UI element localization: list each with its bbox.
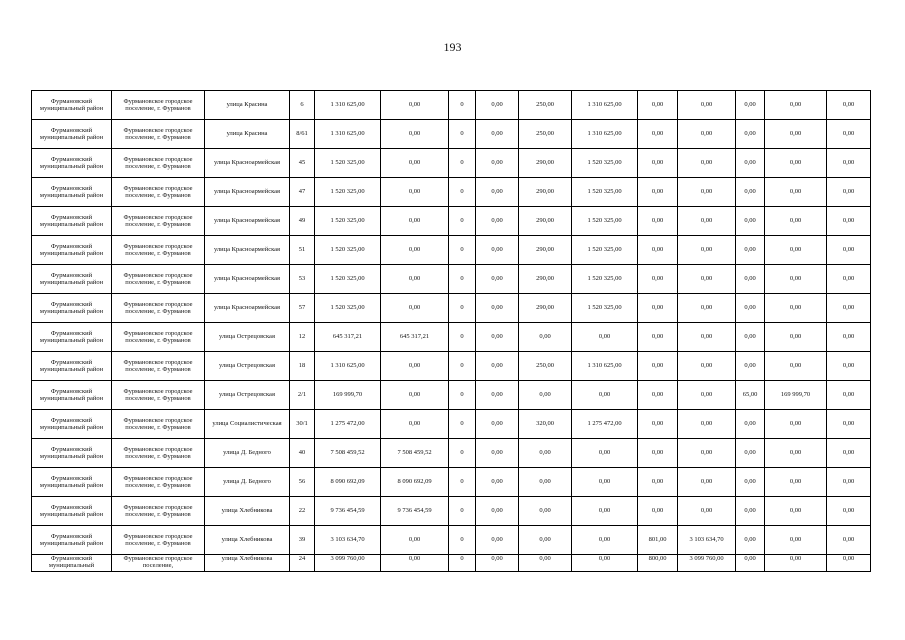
cell-area-c: 290,00 <box>519 178 572 207</box>
cell-district: Фурмановский муниципальный район <box>32 468 112 497</box>
cell-cost-a: 0,00 <box>381 352 449 381</box>
cell-district: Фурмановский муниципальный район <box>32 410 112 439</box>
cell-cost-b: 0,00 <box>476 352 519 381</box>
cell-cost-c: 1 310 625,00 <box>572 352 638 381</box>
cell-cost-f: 0,00 <box>827 352 871 381</box>
cell-cost-f: 0,00 <box>827 526 871 555</box>
cell-area-c: 0,00 <box>519 439 572 468</box>
table-row <box>32 323 871 352</box>
table-row <box>32 207 871 236</box>
cell-house-number: 6 <box>290 91 315 120</box>
cell-street: улица Красина <box>205 120 290 149</box>
cell-district: Фурмановский муниципальный район <box>32 323 112 352</box>
cell-cost-a: 0,00 <box>381 410 449 439</box>
cell-cost-a: 0,00 <box>381 236 449 265</box>
cell-settlement: Фурмановское городское поселение, г. Фурманов <box>112 323 205 352</box>
cell-cost-e: 0,00 <box>765 294 827 323</box>
cell-street: улица Хлебникова <box>205 555 290 572</box>
cell-settlement: Фурмановское городское поселение, г. Фурманов <box>112 468 205 497</box>
cell-cost-b: 0,00 <box>476 265 519 294</box>
cell-cost-b: 0,00 <box>476 207 519 236</box>
cell-count-a: 0 <box>449 265 476 294</box>
cell-cost-c: 0,00 <box>572 555 638 572</box>
cell-cost-d: 0,00 <box>678 207 736 236</box>
cell-district: Фурмановский муниципальный район <box>32 265 112 294</box>
table-row <box>32 294 871 323</box>
cell-count-a: 0 <box>449 120 476 149</box>
cell-cost-e: 0,00 <box>765 178 827 207</box>
cell-street: улица Острецовская <box>205 352 290 381</box>
cell-area-e: 0,00 <box>736 439 765 468</box>
cell-district: Фурмановский муниципальный район <box>32 294 112 323</box>
cell-district: Фурмановский муниципальный район <box>32 352 112 381</box>
cell-area-e: 0,00 <box>736 468 765 497</box>
cell-total-cost: 1 520 325,00 <box>315 149 381 178</box>
cell-street: улица Хлебникова <box>205 526 290 555</box>
cell-house-number: 2/1 <box>290 381 315 410</box>
cell-street: улица Красина <box>205 91 290 120</box>
cell-district: Фурмановский муниципальный район <box>32 91 112 120</box>
cell-cost-e: 0,00 <box>765 149 827 178</box>
cell-settlement: Фурмановское городское поселение, г. Фурманов <box>112 381 205 410</box>
cell-area-e: 0,00 <box>736 526 765 555</box>
cell-district: Фурмановский муниципальный район <box>32 497 112 526</box>
cell-cost-d: 0,00 <box>678 236 736 265</box>
cell-settlement: Фурмановское городское поселение, г. Фурманов <box>112 410 205 439</box>
cell-cost-f: 0,00 <box>827 381 871 410</box>
cell-area-c: 0,00 <box>519 526 572 555</box>
cell-cost-e: 0,00 <box>765 323 827 352</box>
cell-street: улица Д. Бедного <box>205 468 290 497</box>
cell-settlement: Фурмановское городское поселение, г. Фурманов <box>112 439 205 468</box>
cell-cost-d: 0,00 <box>678 91 736 120</box>
cell-cost-e: 0,00 <box>765 236 827 265</box>
cell-total-cost: 1 520 325,00 <box>315 294 381 323</box>
cell-cost-a: 0,00 <box>381 265 449 294</box>
cell-cost-f: 0,00 <box>827 207 871 236</box>
cell-settlement: Фурмановское городское поселение, г. Фурманов <box>112 91 205 120</box>
cell-cost-a: 0,00 <box>381 294 449 323</box>
cell-settlement: Фурмановское городское поселение, <box>112 555 205 572</box>
cell-area-e: 0,00 <box>736 497 765 526</box>
cell-house-number: 45 <box>290 149 315 178</box>
cell-cost-f: 0,00 <box>827 468 871 497</box>
table-row <box>32 439 871 468</box>
cell-house-number: 51 <box>290 236 315 265</box>
cell-cost-c: 1 520 325,00 <box>572 207 638 236</box>
cell-area-c: 0,00 <box>519 468 572 497</box>
cell-area-c: 290,00 <box>519 294 572 323</box>
cell-cost-e: 0,00 <box>765 497 827 526</box>
cell-cost-a: 8 090 692,09 <box>381 468 449 497</box>
cell-settlement: Фурмановское городское поселение, г. Фурманов <box>112 149 205 178</box>
cell-area-d: 0,00 <box>638 352 678 381</box>
cell-cost-e: 0,00 <box>765 410 827 439</box>
cell-cost-a: 9 736 454,59 <box>381 497 449 526</box>
cell-count-a: 0 <box>449 149 476 178</box>
table-row <box>32 555 871 572</box>
cell-area-c: 320,00 <box>519 410 572 439</box>
cell-area-c: 250,00 <box>519 352 572 381</box>
cell-total-cost: 1 310 625,00 <box>315 120 381 149</box>
cell-area-c: 250,00 <box>519 120 572 149</box>
cell-cost-b: 0,00 <box>476 497 519 526</box>
cell-cost-d: 0,00 <box>678 352 736 381</box>
table-row <box>32 178 871 207</box>
cell-area-d: 800,00 <box>638 555 678 572</box>
table-row <box>32 149 871 178</box>
cell-count-a: 0 <box>449 410 476 439</box>
cell-count-a: 0 <box>449 555 476 572</box>
cell-area-e: 0,00 <box>736 555 765 572</box>
table-row <box>32 468 871 497</box>
cell-total-cost: 9 736 454,59 <box>315 497 381 526</box>
cell-cost-d: 3 099 760,00 <box>678 555 736 572</box>
cell-cost-b: 0,00 <box>476 410 519 439</box>
cell-settlement: Фурмановское городское поселение, г. Фурманов <box>112 294 205 323</box>
cell-area-d: 0,00 <box>638 207 678 236</box>
cell-cost-a: 0,00 <box>381 149 449 178</box>
cell-area-c: 290,00 <box>519 265 572 294</box>
cell-district: Фурмановский муниципальный район <box>32 120 112 149</box>
cell-area-c: 290,00 <box>519 207 572 236</box>
cell-area-d: 0,00 <box>638 381 678 410</box>
cell-area-d: 0,00 <box>638 439 678 468</box>
cell-count-a: 0 <box>449 468 476 497</box>
cell-total-cost: 3 099 760,00 <box>315 555 381 572</box>
cell-cost-d: 0,00 <box>678 294 736 323</box>
cell-cost-c: 1 520 325,00 <box>572 236 638 265</box>
cell-area-e: 0,00 <box>736 91 765 120</box>
cell-cost-e: 169 999,70 <box>765 381 827 410</box>
cell-total-cost: 645 317,21 <box>315 323 381 352</box>
cell-cost-d: 0,00 <box>678 323 736 352</box>
cell-cost-e: 0,00 <box>765 120 827 149</box>
cell-cost-b: 0,00 <box>476 149 519 178</box>
table-row <box>32 91 871 120</box>
cell-area-e: 0,00 <box>736 149 765 178</box>
cell-area-d: 0,00 <box>638 497 678 526</box>
cell-cost-c: 1 520 325,00 <box>572 265 638 294</box>
cell-total-cost: 1 310 625,00 <box>315 91 381 120</box>
cell-settlement: Фурмановское городское поселение, г. Фурманов <box>112 497 205 526</box>
cell-cost-d: 0,00 <box>678 439 736 468</box>
table-row <box>32 497 871 526</box>
cell-cost-e: 0,00 <box>765 526 827 555</box>
cell-area-d: 0,00 <box>638 410 678 439</box>
cell-count-a: 0 <box>449 526 476 555</box>
cell-cost-a: 0,00 <box>381 381 449 410</box>
table-row <box>32 352 871 381</box>
table-row <box>32 236 871 265</box>
cell-area-e: 0,00 <box>736 178 765 207</box>
cell-cost-b: 0,00 <box>476 294 519 323</box>
cell-cost-b: 0,00 <box>476 381 519 410</box>
table-row <box>32 120 871 149</box>
cell-house-number: 18 <box>290 352 315 381</box>
cell-district: Фурмановский муниципальный район <box>32 149 112 178</box>
cell-cost-d: 0,00 <box>678 265 736 294</box>
cell-area-e: 0,00 <box>736 207 765 236</box>
cell-cost-d: 0,00 <box>678 468 736 497</box>
cell-cost-c: 1 310 625,00 <box>572 120 638 149</box>
cell-cost-e: 0,00 <box>765 91 827 120</box>
cell-house-number: 47 <box>290 178 315 207</box>
cell-count-a: 0 <box>449 236 476 265</box>
cell-total-cost: 1 520 325,00 <box>315 178 381 207</box>
cell-settlement: Фурмановское городское поселение, г. Фурманов <box>112 265 205 294</box>
cell-cost-b: 0,00 <box>476 91 519 120</box>
cell-cost-c: 0,00 <box>572 323 638 352</box>
cell-count-a: 0 <box>449 381 476 410</box>
cell-area-e: 0,00 <box>736 265 765 294</box>
cell-area-e: 65,00 <box>736 381 765 410</box>
cell-total-cost: 8 090 692,09 <box>315 468 381 497</box>
cell-cost-b: 0,00 <box>476 468 519 497</box>
cell-total-cost: 1 310 625,00 <box>315 352 381 381</box>
cell-area-c: 0,00 <box>519 555 572 572</box>
cell-cost-e: 0,00 <box>765 265 827 294</box>
cell-total-cost: 3 103 634,70 <box>315 526 381 555</box>
cell-total-cost: 169 999,70 <box>315 381 381 410</box>
cell-cost-c: 0,00 <box>572 526 638 555</box>
cell-cost-a: 0,00 <box>381 526 449 555</box>
cell-cost-b: 0,00 <box>476 120 519 149</box>
table-body <box>32 91 871 572</box>
cell-area-c: 290,00 <box>519 149 572 178</box>
cell-area-c: 0,00 <box>519 497 572 526</box>
cell-area-c: 0,00 <box>519 381 572 410</box>
table-row <box>32 526 871 555</box>
cell-settlement: Фурмановское городское поселение, г. Фурманов <box>112 526 205 555</box>
cell-area-d: 0,00 <box>638 236 678 265</box>
cell-house-number: 39 <box>290 526 315 555</box>
cell-house-number: 53 <box>290 265 315 294</box>
cell-area-e: 0,00 <box>736 294 765 323</box>
cell-cost-c: 1 310 625,00 <box>572 91 638 120</box>
cell-count-a: 0 <box>449 207 476 236</box>
cell-street: улица Красноармейская <box>205 178 290 207</box>
cell-cost-f: 0,00 <box>827 439 871 468</box>
cell-cost-f: 0,00 <box>827 323 871 352</box>
cell-house-number: 24 <box>290 555 315 572</box>
cell-settlement: Фурмановское городское поселение, г. Фурманов <box>112 178 205 207</box>
cell-total-cost: 7 508 459,52 <box>315 439 381 468</box>
cell-street: улица Острецовская <box>205 381 290 410</box>
cell-total-cost: 1 520 325,00 <box>315 265 381 294</box>
cell-area-d: 0,00 <box>638 120 678 149</box>
cell-street: улица Хлебникова <box>205 497 290 526</box>
cell-house-number: 8/61 <box>290 120 315 149</box>
cell-area-c: 250,00 <box>519 91 572 120</box>
cell-area-d: 801,00 <box>638 526 678 555</box>
cell-count-a: 0 <box>449 439 476 468</box>
cell-count-a: 0 <box>449 91 476 120</box>
cell-cost-f: 0,00 <box>827 555 871 572</box>
cell-cost-f: 0,00 <box>827 265 871 294</box>
cell-area-e: 0,00 <box>736 236 765 265</box>
cell-count-a: 0 <box>449 294 476 323</box>
cell-settlement: Фурмановское городское поселение, г. Фурманов <box>112 352 205 381</box>
table-row <box>32 265 871 294</box>
cell-cost-e: 0,00 <box>765 555 827 572</box>
cell-cost-d: 0,00 <box>678 410 736 439</box>
cell-cost-a: 0,00 <box>381 178 449 207</box>
cell-count-a: 0 <box>449 178 476 207</box>
cell-cost-f: 0,00 <box>827 91 871 120</box>
cell-area-d: 0,00 <box>638 178 678 207</box>
cell-area-e: 0,00 <box>736 352 765 381</box>
cell-cost-c: 1 275 472,00 <box>572 410 638 439</box>
cell-district: Фурмановский муниципальный район <box>32 381 112 410</box>
cell-cost-b: 0,00 <box>476 526 519 555</box>
cell-cost-b: 0,00 <box>476 555 519 572</box>
cell-area-d: 0,00 <box>638 323 678 352</box>
cell-cost-d: 0,00 <box>678 120 736 149</box>
cell-street: улица Красноармейская <box>205 149 290 178</box>
cell-cost-f: 0,00 <box>827 294 871 323</box>
cell-house-number: 40 <box>290 439 315 468</box>
cell-cost-c: 1 520 325,00 <box>572 149 638 178</box>
cell-cost-e: 0,00 <box>765 352 827 381</box>
cell-area-d: 0,00 <box>638 265 678 294</box>
cell-street: улица Красноармейская <box>205 265 290 294</box>
cell-cost-b: 0,00 <box>476 439 519 468</box>
cell-street: улица Красноармейская <box>205 236 290 265</box>
cell-cost-c: 1 520 325,00 <box>572 178 638 207</box>
cell-cost-e: 0,00 <box>765 468 827 497</box>
cell-cost-a: 645 317,21 <box>381 323 449 352</box>
cell-cost-b: 0,00 <box>476 236 519 265</box>
cell-street: улица Красноармейская <box>205 207 290 236</box>
cell-house-number: 22 <box>290 497 315 526</box>
cell-cost-a: 0,00 <box>381 555 449 572</box>
cell-total-cost: 1 520 325,00 <box>315 236 381 265</box>
cell-area-d: 0,00 <box>638 468 678 497</box>
cell-cost-c: 0,00 <box>572 497 638 526</box>
cell-cost-c: 0,00 <box>572 439 638 468</box>
cell-street: улица Острецовская <box>205 323 290 352</box>
cell-cost-d: 0,00 <box>678 381 736 410</box>
page-number: 193 <box>443 40 462 54</box>
cell-area-d: 0,00 <box>638 294 678 323</box>
cell-cost-c: 1 520 325,00 <box>572 294 638 323</box>
cell-cost-c: 0,00 <box>572 381 638 410</box>
cell-cost-e: 0,00 <box>765 207 827 236</box>
cell-cost-d: 3 103 634,70 <box>678 526 736 555</box>
cell-area-e: 0,00 <box>736 120 765 149</box>
cell-cost-d: 0,00 <box>678 149 736 178</box>
cell-cost-d: 0,00 <box>678 497 736 526</box>
cell-house-number: 57 <box>290 294 315 323</box>
cell-district: Фурмановский муниципальный район <box>32 236 112 265</box>
cell-count-a: 0 <box>449 352 476 381</box>
cell-cost-f: 0,00 <box>827 178 871 207</box>
cell-settlement: Фурмановское городское поселение, г. Фурманов <box>112 120 205 149</box>
cell-area-e: 0,00 <box>736 410 765 439</box>
cell-cost-f: 0,00 <box>827 120 871 149</box>
cell-cost-f: 0,00 <box>827 497 871 526</box>
cell-cost-e: 0,00 <box>765 439 827 468</box>
cell-house-number: 30/1 <box>290 410 315 439</box>
cell-cost-b: 0,00 <box>476 323 519 352</box>
cell-house-number: 56 <box>290 468 315 497</box>
cell-cost-f: 0,00 <box>827 149 871 178</box>
cell-total-cost: 1 275 472,00 <box>315 410 381 439</box>
cell-cost-a: 0,00 <box>381 120 449 149</box>
cell-area-d: 0,00 <box>638 91 678 120</box>
cell-cost-f: 0,00 <box>827 410 871 439</box>
cell-street: улица Д. Бедного <box>205 439 290 468</box>
cell-cost-a: 0,00 <box>381 207 449 236</box>
cell-count-a: 0 <box>449 323 476 352</box>
cell-count-a: 0 <box>449 497 476 526</box>
cell-area-e: 0,00 <box>736 323 765 352</box>
cell-settlement: Фурмановское городское поселение, г. Фурманов <box>112 207 205 236</box>
cell-cost-a: 0,00 <box>381 91 449 120</box>
cell-area-c: 290,00 <box>519 236 572 265</box>
table-row <box>32 410 871 439</box>
cell-district: Фурмановский муниципальный район <box>32 526 112 555</box>
cell-area-c: 0,00 <box>519 323 572 352</box>
cell-cost-a: 7 508 459,52 <box>381 439 449 468</box>
cell-total-cost: 1 520 325,00 <box>315 207 381 236</box>
cell-district: Фурмановский муниципальный район <box>32 207 112 236</box>
cell-house-number: 12 <box>290 323 315 352</box>
cell-cost-f: 0,00 <box>827 236 871 265</box>
cell-street: улица Социалистическая <box>205 410 290 439</box>
cell-street: улица Красноармейская <box>205 294 290 323</box>
cell-district: Фурмановский муниципальный район <box>32 178 112 207</box>
cell-cost-b: 0,00 <box>476 178 519 207</box>
cell-area-d: 0,00 <box>638 149 678 178</box>
cell-district: Фурмановский муниципальный <box>32 555 112 572</box>
register-table <box>31 90 871 572</box>
cell-cost-d: 0,00 <box>678 178 736 207</box>
table-row <box>32 381 871 410</box>
cell-cost-c: 0,00 <box>572 468 638 497</box>
cell-settlement: Фурмановское городское поселение, г. Фурманов <box>112 236 205 265</box>
cell-house-number: 49 <box>290 207 315 236</box>
cell-district: Фурмановский муниципальный район <box>32 439 112 468</box>
